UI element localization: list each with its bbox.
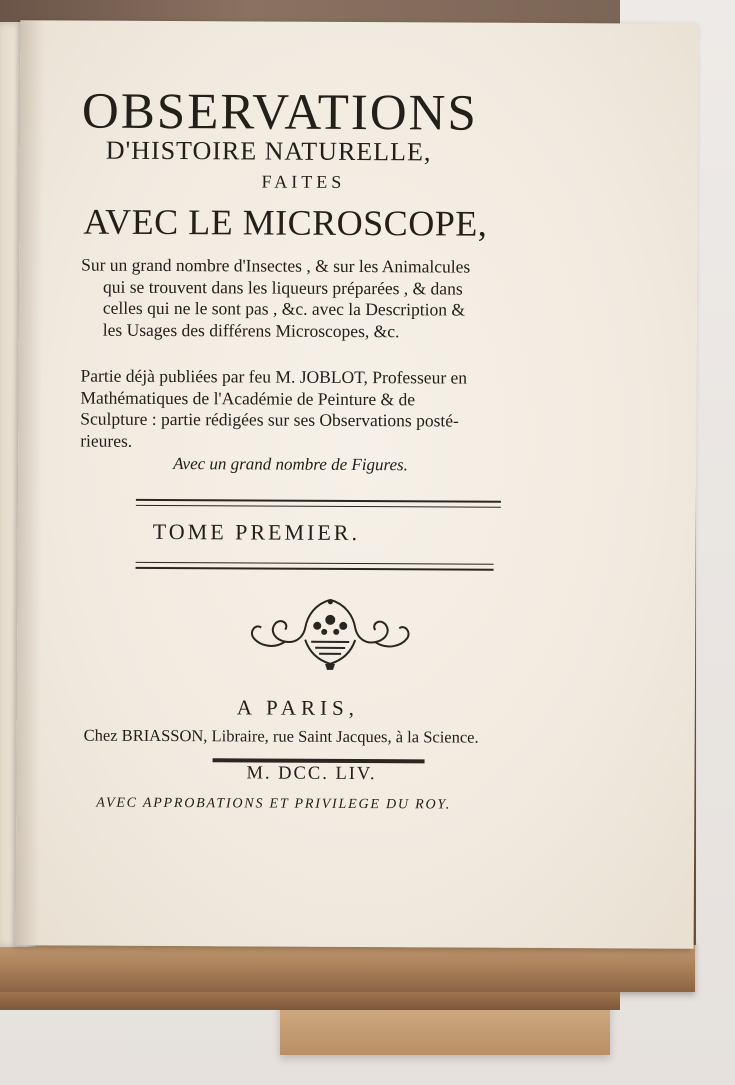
basket-flower-ornament-icon — [245, 593, 415, 672]
place-of-publication: A PARIS, — [236, 695, 360, 721]
description-line: les Usages des différens Microscopes, &c. — [102, 319, 400, 341]
author-line: Sculpture : partie rédigées sur ses Observations posté- — [80, 408, 459, 431]
rule-bottom-2 — [136, 567, 494, 571]
shelf-front — [0, 992, 620, 1010]
description-line: celles qui ne le sont pas , &c. avec la Description & — [102, 297, 466, 320]
title-page — [16, 20, 699, 949]
title-line-1: OBSERVATIONS — [81, 83, 478, 142]
privilege-line: AVEC APPROBATIONS ET PRIVILEGE DU ROY. — [96, 795, 452, 813]
title-line-4: AVEC LE MICROSCOPE, — [83, 201, 488, 244]
title-line-3: FAITES — [261, 171, 346, 192]
author-paragraph — [80, 366, 567, 455]
page-gutter-shadow — [16, 20, 45, 945]
author-line: Partie déjà publiées par feu M. JOBLOT, Professeur en — [80, 365, 468, 388]
title-line-2: D'HISTOIRE NATURELLE, — [105, 135, 432, 167]
rule-year — [213, 758, 425, 763]
rule-bottom-1 — [136, 562, 494, 565]
publisher-line: Chez BRIASSON, Libraire, rue Saint Jacques, à la Science. — [83, 725, 479, 747]
volume-label: TOME PREMIER. — [152, 518, 361, 546]
figures-note: Avec un grand nombre de Figures. — [173, 454, 408, 475]
rule-top-2 — [136, 505, 501, 508]
description-paragraph — [81, 255, 568, 344]
description-line: Sur un grand nombre d'Insectes , & sur les Animalcules — [81, 254, 471, 277]
rule-top-1 — [136, 499, 501, 503]
description-line: qui se trouvent dans les liqueurs préparées , & dans — [102, 276, 463, 299]
publication-year: M. DCC. LIV. — [246, 763, 377, 785]
author-line: rieures. — [80, 430, 133, 451]
author-line: Mathématiques de l'Académie de Peinture & de — [80, 387, 416, 409]
